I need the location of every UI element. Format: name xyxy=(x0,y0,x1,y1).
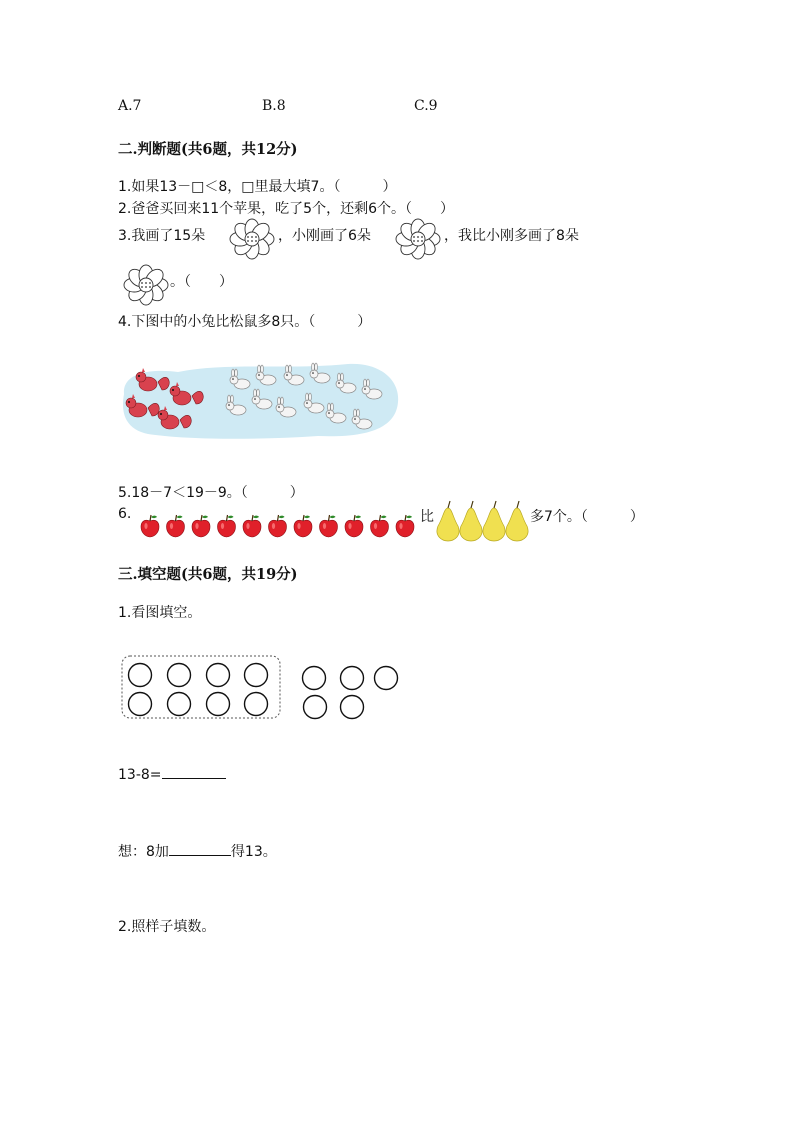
pear-icon xyxy=(506,501,528,541)
apple-icon xyxy=(192,515,210,537)
circle-counter-icon xyxy=(341,667,364,690)
apple-icon xyxy=(371,515,389,537)
circle-counter-icon xyxy=(207,664,230,687)
circle-counting-picture xyxy=(120,654,402,722)
circle-counter-icon xyxy=(303,667,326,690)
question-2-3-part4: 。（ ） xyxy=(170,274,233,290)
apple-icon xyxy=(243,515,261,537)
apple-icon xyxy=(167,515,185,537)
pear-icon xyxy=(460,501,482,541)
apple-icon xyxy=(396,515,414,537)
circle-counter-icon xyxy=(168,664,191,687)
question-2-3-part2: ，小刚画了6朵 xyxy=(278,228,371,244)
circle-counter-icon xyxy=(375,667,398,690)
circle-counter-icon xyxy=(129,664,152,687)
flower-icon xyxy=(122,264,170,304)
squirrel-rabbit-picture xyxy=(118,354,400,440)
apple-icon xyxy=(269,515,287,537)
question-2-1: 1.如果13－□＜8，□里最大填7。（ ） xyxy=(118,179,397,195)
equation-13-minus-8 xyxy=(118,764,226,783)
equation-text: 13-8= xyxy=(118,767,162,783)
circle-counter-icon xyxy=(245,693,268,716)
option-c: C.9 xyxy=(414,98,438,114)
circle-counter-icon xyxy=(245,664,268,687)
option-b: B.8 xyxy=(262,98,286,114)
circle-counter-icon xyxy=(341,696,364,719)
section-3-title: 三.填空题(共6题，共19分) xyxy=(118,566,298,583)
pear-icon xyxy=(483,501,505,541)
question-2-6-rest: 多7个。（ ） xyxy=(530,509,644,525)
question-2-6-number: 6. xyxy=(118,506,132,522)
pear-icon xyxy=(437,501,459,541)
circle-counter-icon xyxy=(207,693,230,716)
circle-counter-icon xyxy=(129,693,152,716)
apple-icon xyxy=(141,515,159,537)
apple-icon xyxy=(294,515,312,537)
apple-icon xyxy=(345,515,363,537)
question-3-2: 2.照样子填数。 xyxy=(118,919,216,935)
question-2-6-bi: 比 xyxy=(420,509,434,525)
apple-icon xyxy=(320,515,338,537)
question-2-4: 4.下图中的小兔比松鼠多8只。（ ） xyxy=(118,314,372,330)
answer-blank-1[interactable] xyxy=(162,764,226,779)
question-2-2: 2.爸爸买回来11个苹果，吃了5个，还剩6个。（ ） xyxy=(118,201,454,217)
question-2-5: 5.18－7＜19－9。（ ） xyxy=(118,485,304,501)
pear-row xyxy=(436,500,530,542)
question-2-3-part1: 3.我画了15朵 xyxy=(118,228,206,244)
answer-blank-2[interactable] xyxy=(169,841,231,856)
circle-counter-icon xyxy=(168,693,191,716)
apple-icon xyxy=(218,515,236,537)
think-text-b: 得13。 xyxy=(230,844,277,860)
flower-icon xyxy=(394,218,442,258)
think-text-a: 想：8加 xyxy=(118,844,169,860)
option-a: A.7 xyxy=(118,98,142,114)
question-2-3-part3: ，我比小刚多画了8朵 xyxy=(444,228,579,244)
think-line xyxy=(118,841,277,861)
flower-icon xyxy=(228,218,276,258)
apple-row xyxy=(138,514,418,540)
circle-counter-icon xyxy=(304,696,327,719)
section-2-title: 二.判断题(共6题，共12分) xyxy=(118,141,298,158)
question-3-1: 1.看图填空。 xyxy=(118,605,202,621)
